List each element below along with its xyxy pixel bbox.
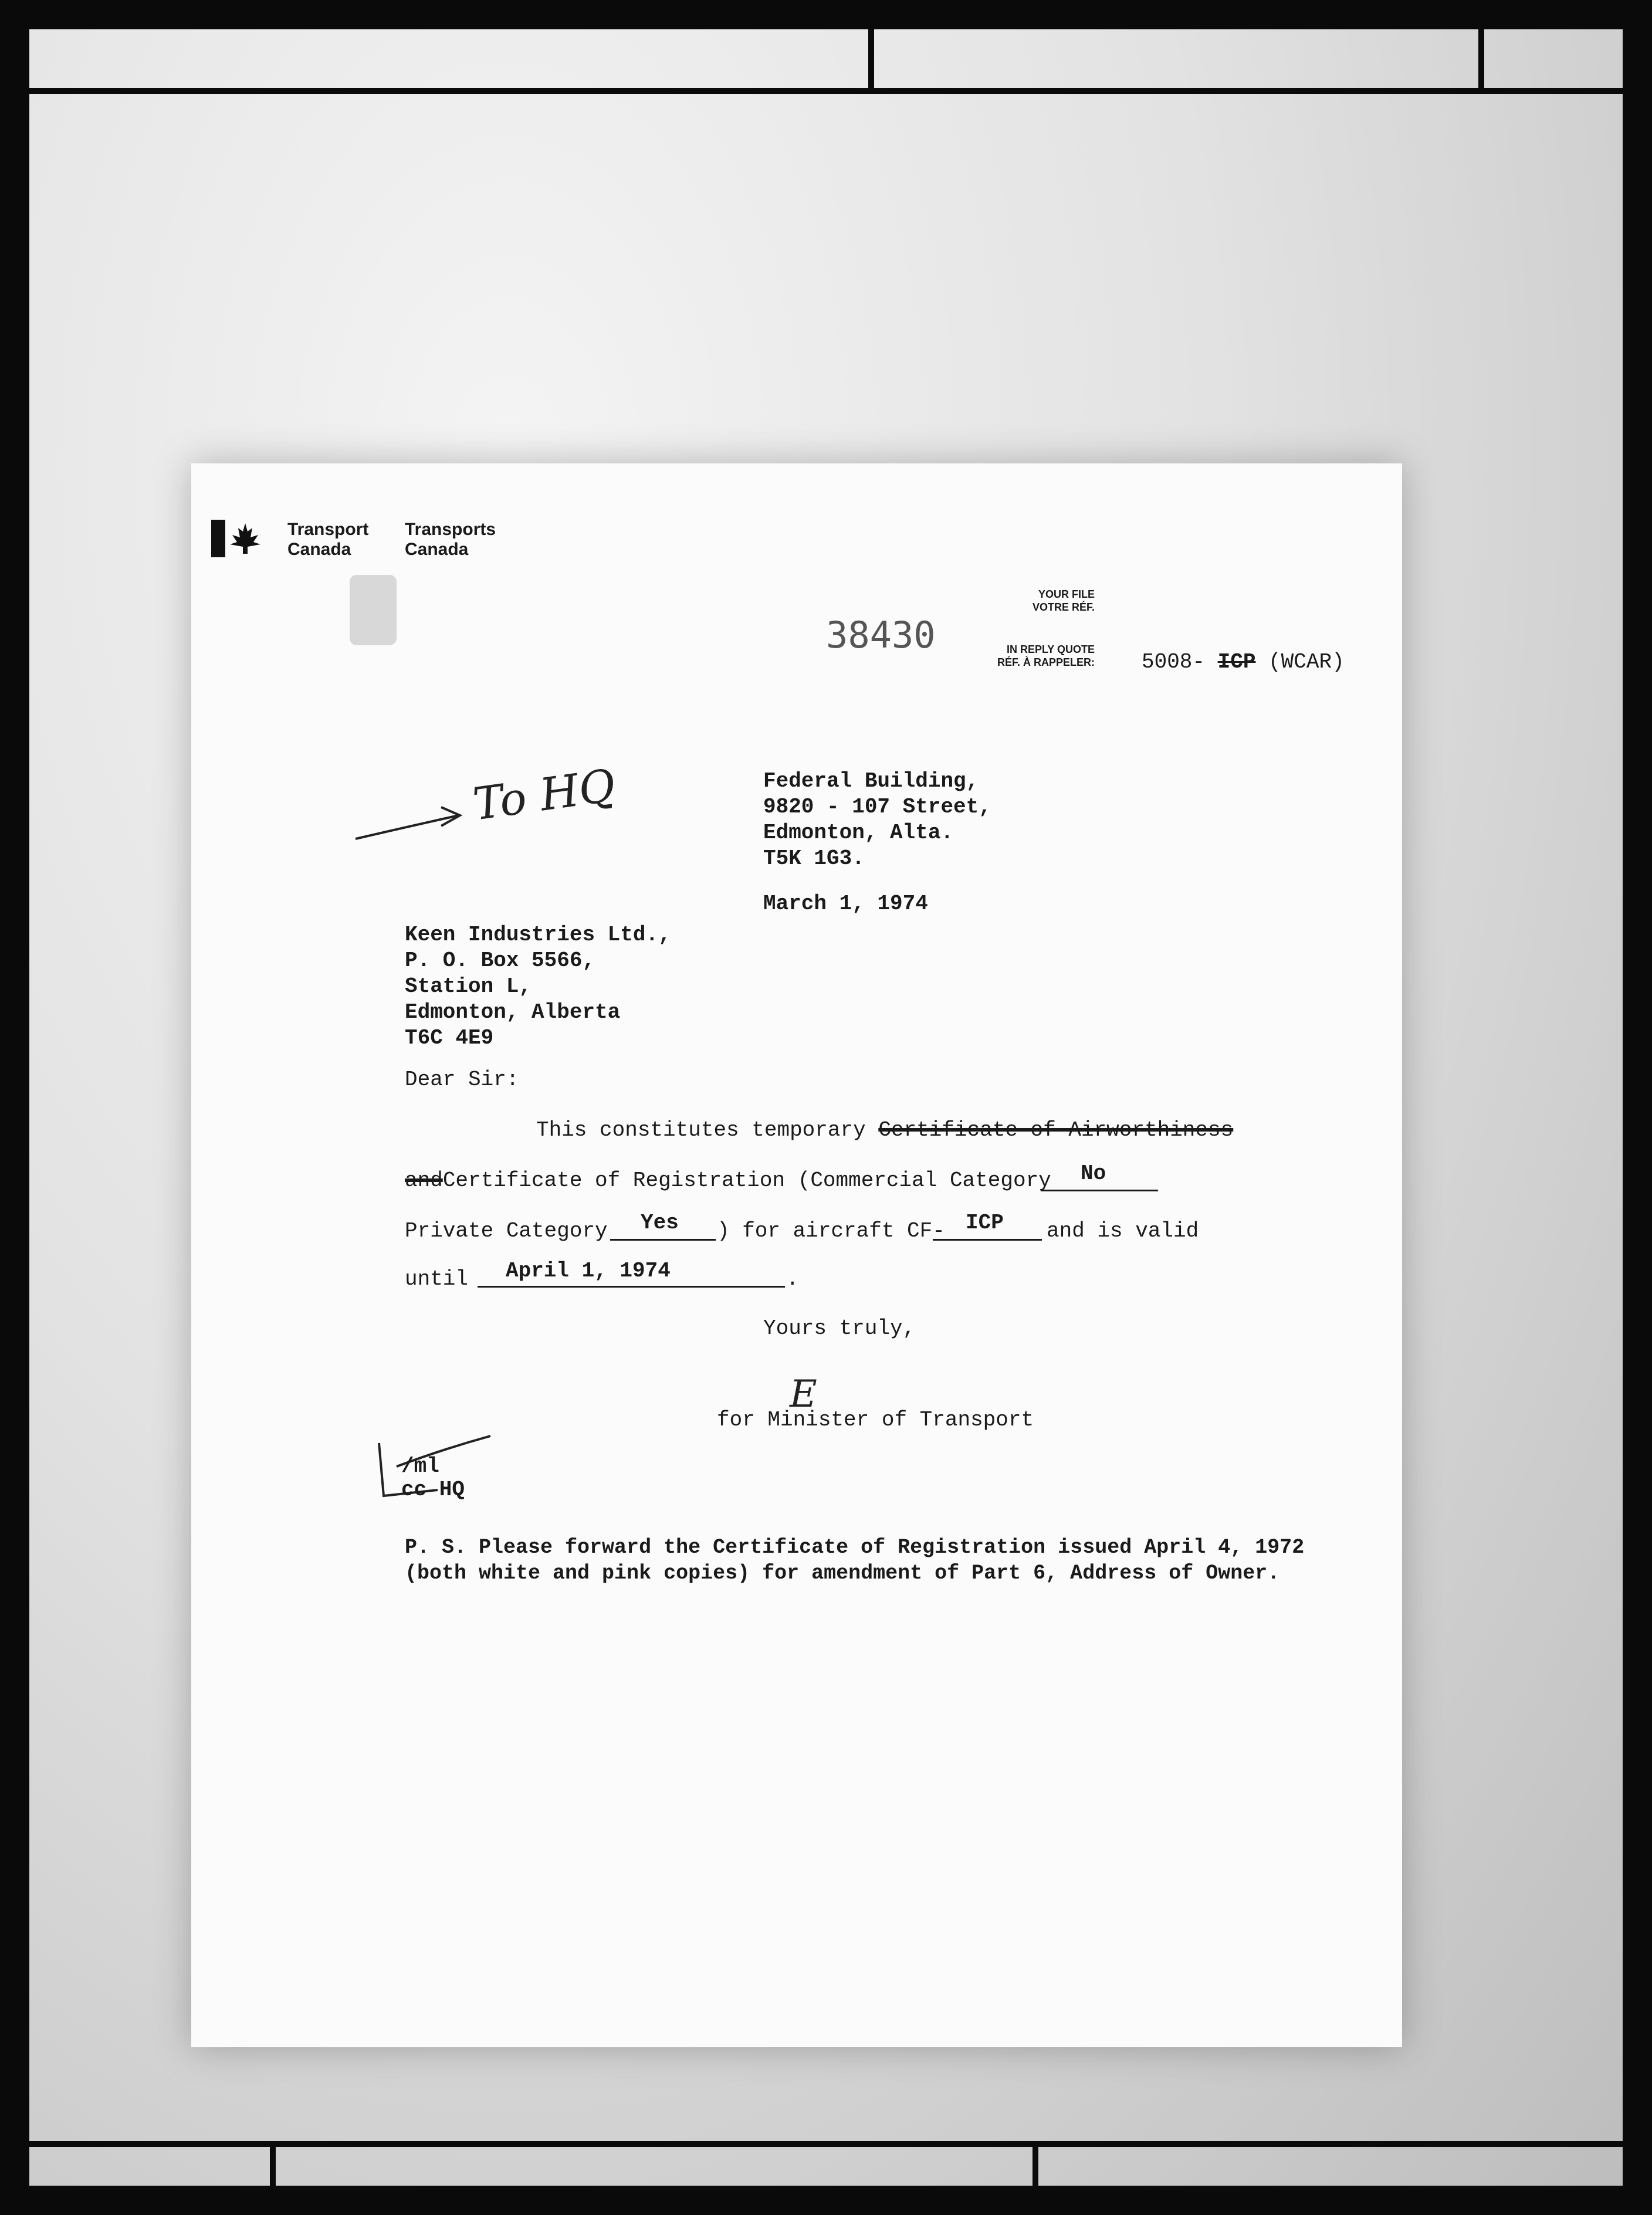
aircraft-registration: ICP [966, 1211, 1004, 1235]
valid-until-blank [478, 1286, 785, 1288]
film-divider [868, 29, 874, 88]
typist-initials: /ml cc HQ [401, 1454, 465, 1502]
signature: E [790, 1373, 817, 1416]
body-line-2: andCertificate of Registration (Commercial Category [405, 1169, 1051, 1193]
film-divider [1478, 29, 1484, 88]
canada-flag-icon [211, 520, 276, 557]
your-file-label: YOUR FILE VOTRE RÉF. [1032, 588, 1095, 613]
private-category-label: Private Category [405, 1219, 608, 1243]
handwritten-arrow [353, 792, 470, 845]
reference-code: ICP [1217, 650, 1256, 674]
letter-date: March 1, 1974 [763, 892, 928, 916]
department-name-french: Transports Canada [405, 520, 496, 559]
film-border-top [29, 88, 1623, 94]
microfilm-frame [29, 29, 1623, 2186]
valid-until-date: April 1, 1974 [506, 1259, 671, 1283]
commercial-category-blank [1041, 1190, 1158, 1191]
aircraft-label: ) for aircraft CF- [717, 1219, 945, 1243]
body-line-1: This constitutes temporary Certificate of Airworthiness [536, 1118, 1234, 1142]
letter-page [191, 463, 1402, 2047]
office-stamp [350, 575, 397, 645]
reference-suffix: (WCAR) [1268, 650, 1345, 674]
struck-text: Certificate of Airworthiness [878, 1118, 1234, 1142]
closing: Yours truly, [763, 1316, 916, 1340]
aircraft-blank [933, 1239, 1042, 1241]
film-border-bottom [29, 2141, 1623, 2147]
period: . [786, 1267, 799, 1291]
signatory: for Minister of Transport [717, 1408, 1034, 1432]
film-divider [1032, 2141, 1038, 2186]
commercial-category-value: No [1081, 1161, 1106, 1186]
private-category-value: Yes [641, 1211, 679, 1235]
stamp-number: 38430 [826, 614, 936, 656]
reply-quote-label: IN REPLY QUOTE RÉF. À RAPPELER: [997, 643, 1095, 668]
private-category-blank [610, 1239, 716, 1241]
reference-number: 5008- ICP (WCAR) [1142, 650, 1345, 674]
postscript: P. S. Please forward the Certificate of Registration issued April 4, 1972 (both white and pink copies) for amendment of Part 6, Address of Owner. [405, 1536, 1305, 1585]
sender-address: Federal Building, 9820 - 107 Street, Edmonton, Alta. T5K 1G3. [763, 769, 991, 871]
film-divider [270, 2141, 276, 2186]
letterhead [211, 520, 540, 567]
recipient-address: Keen Industries Ltd., P. O. Box 5566, Station L, Edmonton, Alberta T6C 4E9 [405, 923, 671, 1050]
valid-label: and is valid [1047, 1219, 1199, 1243]
until-label: until [405, 1267, 469, 1291]
salutation: Dear Sir: [405, 1068, 519, 1092]
struck-text: and [405, 1169, 443, 1193]
department-name-english: Transport Canada [287, 520, 369, 559]
handwritten-note: To HQ [469, 758, 619, 831]
